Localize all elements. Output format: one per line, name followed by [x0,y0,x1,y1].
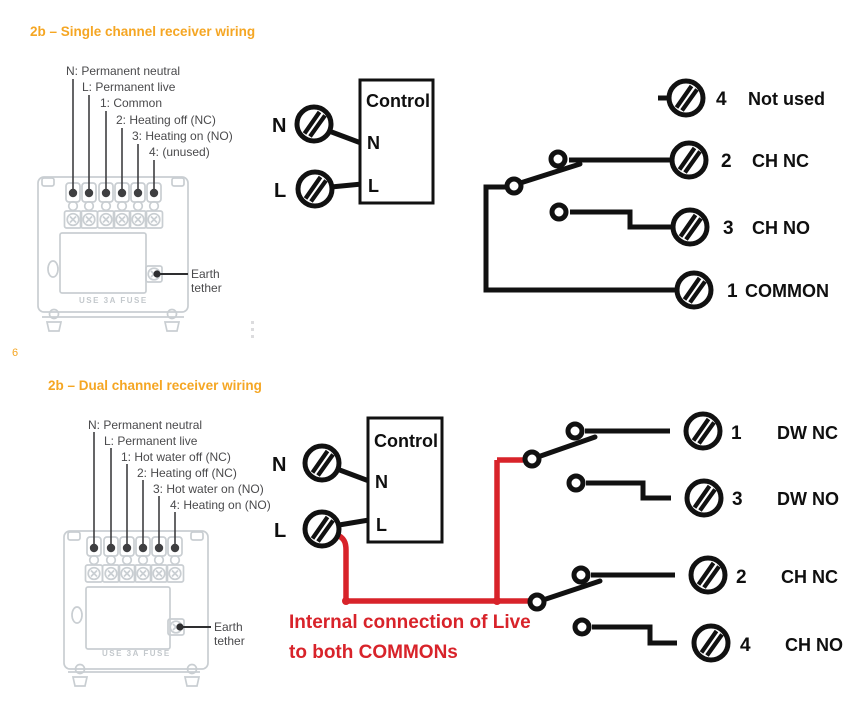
terminal-block [86,537,184,582]
terminal-number: 4 [716,89,727,110]
earth-label-line1: Earth [214,620,243,634]
terminal-label: DW NO [777,489,839,509]
control-box-title: Control [374,431,438,451]
earth-tether-callout [176,620,244,648]
terminal-screw-icon [677,273,711,307]
terminal-number: 1 [727,281,738,302]
no-contact-icon [552,205,566,219]
control-circuit [272,418,442,546]
control-l-terminal: L [376,515,387,535]
terminal-label: CH NO [785,635,843,655]
terminal-dot [134,189,142,197]
no-wire [586,483,671,498]
red-junction-dot [493,597,501,605]
terminal-dot [150,189,158,197]
control-circuit [272,80,433,206]
terminal-label: COMMON [745,281,829,301]
red-junction-dot [342,597,350,605]
terminal-dot [139,544,147,552]
annotation-line2: to both COMMONs [289,642,458,663]
common-wire [486,187,677,290]
terminal-number: 2 [721,151,732,172]
annotation-line1: Internal connection of Live [289,612,531,633]
switch-arm [537,581,600,602]
terminal-screw-icon [687,481,721,515]
terminal-label: Not used [748,89,826,109]
pin-label: 1: Hot water off (NC) [121,450,231,464]
nc-contact-icon [568,424,582,438]
no-contact-icon [569,476,583,490]
terminal-screw-icon [694,626,728,660]
neutral-label: N [272,454,287,476]
page-number: 6 [12,347,19,359]
switch-arm [514,164,580,185]
foot [185,677,199,686]
red-live-wire [336,534,346,601]
terminal-dot [102,189,110,197]
section-title: 2b – Dual channel receiver wiring [48,378,262,393]
terminal-number: 4 [740,635,751,656]
earth-label-line2: tether [191,281,222,295]
mounting-ear [191,532,203,540]
receiver-backplate [38,177,188,331]
mounting-ear [172,178,184,186]
foot [165,322,179,331]
terminal-dot [123,544,131,552]
terminal-dot [90,544,98,552]
pin-callouts [88,418,271,552]
switch-pivot-icon [507,179,521,193]
terminal-screw-icon [691,558,725,592]
terminal-screw-icon [686,414,720,448]
pin-label: 3: Heating on (NO) [132,129,233,143]
foot [47,322,61,331]
terminal-dot [171,544,179,552]
pin-label: L: Permanent live [82,80,176,94]
live-terminal-icon [305,512,339,546]
earth-label-line1: Earth [191,267,220,281]
mounting-ear [68,532,80,540]
inner-panel [86,587,170,649]
live-label: L [274,180,287,202]
no-contact-icon [575,620,589,634]
pin-label: 3: Hot water on (NO) [153,482,264,496]
terminal-dot [85,189,93,197]
terminal-number: 2 [736,567,747,588]
terminal-dot [118,189,126,197]
receiver-backplate [64,531,208,686]
relay-switch-assembly [486,81,829,307]
pin-label: 2: Heating off (NC) [137,466,237,480]
dw-relay-switch [525,414,839,515]
neutral-terminal-icon [297,107,331,141]
nc-contact-icon [574,568,588,582]
dual-channel-section [48,378,843,686]
terminal-dot [69,189,77,197]
pin-label: 1: Common [100,96,163,110]
terminal-label: DW NC [777,423,838,443]
terminal-dot [107,544,115,552]
switch-pivot-icon [525,452,539,466]
foot [73,677,87,686]
earth-label-line2: tether [214,634,245,648]
terminal-number: 3 [723,218,734,239]
pin-label: N: Permanent neutral [66,64,181,78]
terminal-screw-icon [672,143,706,177]
red-annotation [289,612,531,663]
control-box-title: Control [366,91,430,111]
inner-panel [60,233,146,293]
fuse-rating-text: USE 3A FUSE [79,296,148,305]
neutral-label: N [272,115,287,137]
terminal-label: CH NC [752,151,809,171]
terminal-number: 1 [731,423,742,444]
nc-contact-icon [551,152,565,166]
pin-label: N: Permanent neutral [88,418,203,432]
pin-label: 4: (unused) [149,145,210,159]
fuse-rating-text: USE 3A FUSE [102,649,171,658]
control-l-terminal: L [368,176,379,196]
terminal-dot [155,544,163,552]
terminal-screw-icon [669,81,703,115]
switch-arm [532,437,595,459]
neutral-terminal-icon [305,446,339,480]
no-wire [570,212,673,227]
terminal-screw-icon [673,210,707,244]
section-title: 2b – Single channel receiver wiring [30,24,256,39]
control-n-terminal: N [367,133,380,153]
terminal-number: 3 [732,489,743,510]
single-channel-section [30,24,829,331]
cable-hole [48,261,58,277]
live-label: L [274,520,287,542]
ellipsis-marks [251,321,254,338]
pin-label: 2: Heating off (NC) [116,113,216,127]
no-wire [592,627,677,643]
control-n-terminal: N [375,472,388,492]
terminal-label: CH NO [752,218,810,238]
mounting-ear [42,178,54,186]
ch-relay-switch [530,558,843,660]
terminal-block [65,183,163,228]
switch-pivot-icon [530,595,544,609]
terminal-label: CH NC [781,567,838,587]
cable-hole [72,607,82,623]
pin-label: L: Permanent live [104,434,198,448]
pin-label: 4: Heating on (NO) [170,498,271,512]
live-terminal-icon [298,172,332,206]
